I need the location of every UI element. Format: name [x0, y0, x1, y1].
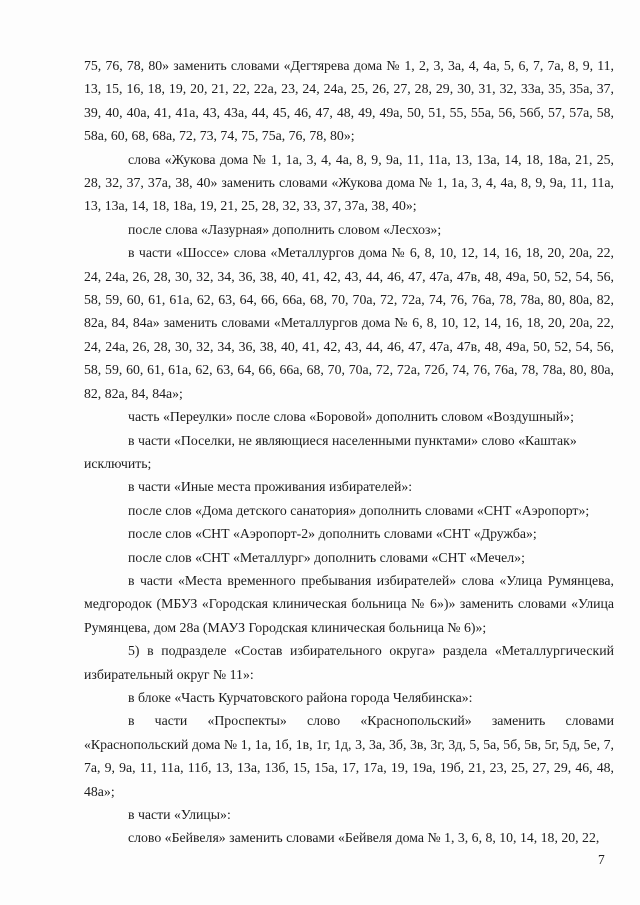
- paragraph-ulitsy: в части «Улицы»:: [128, 807, 231, 822]
- document-body: [84, 54, 614, 850]
- paragraph-beyvelya: слово «Бейвеля» заменить словами «Бейвеля дома № 1, 3, 6, 8, 10, 14, 18, 20, 22,: [128, 830, 600, 846]
- paragraph-zhukova: слова «Жукова дома № 1, 1а, 3, 4, 4а, 8, 9, 9а, 11, 11а, 13, 13а, 14, 18, 18а, 21, 25, 28, 32, 37, 37а, 38, 40» заменить словами «Жукова дома № 1, 1а, 3, 4, 4а, 8, 9, 9а, 11, 11а, 13, 13а, 14, 18, 18а, 19, 21, 25, 28, 32, 33, 37, 37а, 38, 40»;: [84, 151, 614, 214]
- paragraph-poselki-continuation: исключить;: [84, 455, 152, 471]
- paragraph-mesta-vremennogo: в части «Места временного пребывания избирателей» слова «Улица Румянцева, медгородок (МБУЗ «Городская клиническая больница № 6»)» заменить словами «Улица Румянцева, дом 28а (МАУЗ Городская клиническая больница № 6)»;: [84, 572, 614, 635]
- paragraph-shosse-metallurgov: в части «Шоссе» слова «Металлургов дома № 6, 8, 10, 12, 14, 16, 18, 20, 20а, 22, 24, 24а, 26, 28, 30, 32, 34, 36, 38, 40, 41, 42, 43, 44, 46, 47, 47а, 47в, 48, 49а, 50, 52, 54, 56, 58, 59, 60, 61, 61а, 62, 63, 64, 66, 66а, 68, 70, 70а, 72, 72а, 74, 76, 76а, 78, 78а, 80, 80а, 82, 82а, 84, 84а» заменить словами «Металлургов дома № 6, 8, 10, 12, 14, 16, 18, 20, 20а, 22, 24, 24а, 26, 28, 30, 32, 34, 36, 38, 40, 41, 42, 43, 44, 46, 47, 47а, 47в, 48, 49а, 50, 52, 54, 56, 58, 59, 60, 61, 61а, 62, 63, 64, 66, 66а, 68, 70, 70а, 72, 72а, 72б, 74, 76, 76а, 78, 78а, 80, 80а, 82, 82а, 84, 84а»;: [84, 245, 614, 401]
- paragraph-inye-mesta: в части «Иные места проживания избирателей»:: [128, 479, 413, 495]
- paragraph-kurchatovsky: в блоке «Часть Курчатовского района города Челябинска»:: [128, 689, 473, 705]
- paragraph-pereulki: часть «Переулки» после слова «Боровой» дополнить словом «Воздушный»;: [128, 409, 574, 425]
- paragraph-prospekty: в части «Проспекты» слово «Краснопольский» заменить словами «Краснопольский дома № 1, 1а, 1б, 1в, 1г, 1д, 3, 3а, 3б, 3в, 3г, 3д, 5, 5а, 5б, 5в, 5г, 5д, 5е, 7, 7а, 9, 9а, 11, 11а, 11б, 13, 13а, 13б, 15, 15а, 17, 17а, 19, 19а, 19б, 21, 23, 25, 27, 29, 46, 48, 48а»;: [84, 713, 614, 799]
- paragraph-snt-mechel: после слов «СНТ «Металлург» дополнить словами «СНТ «Мечел»;: [128, 549, 525, 565]
- paragraph-item-5: 5) в подразделе «Состав избирательного округа» раздела «Металлургический избирательный округ № 11»:: [84, 643, 614, 682]
- paragraph-snt-aeroport: после слов «Дома детского санатория» дополнить словами «СНТ «Аэропорт»;: [128, 502, 590, 518]
- paragraph-degtyareva-continuation: 75, 76, 78, 80» заменить словами «Дегтярева дома № 1, 2, 3, 3а, 4, 4а, 5, 6, 7, 7а, 8, 9, 11, 13, 15, 16, 18, 19, 20, 21, 22, 22а, 23, 24, 24а, 25, 26, 27, 28, 29, 30, 31, 32, 33а, 35, 35а, 37, 39, 40, 40а, 41, 41а, 43, 43а, 44, 45, 46, 47, 48, 49, 49а, 50, 51, 55, 55а, 56, 56б, 57, 57а, 58, 58а, 60, 68, 68а, 72, 73, 74, 75, 75а, 76, 78, 80»;: [84, 58, 614, 144]
- paragraph-lazurnaya: после слова «Лазурная» дополнить словом «Лесхоз»;: [128, 221, 442, 237]
- paragraph-poselki: в части «Поселки, не являющиеся населенными пунктами» слово «Каштак»: [128, 432, 577, 448]
- page-number: 7: [598, 852, 605, 867]
- paragraph-snt-druzhba: после слов «СНТ «Аэропорт-2» дополнить словами «СНТ «Дружба»;: [128, 526, 537, 542]
